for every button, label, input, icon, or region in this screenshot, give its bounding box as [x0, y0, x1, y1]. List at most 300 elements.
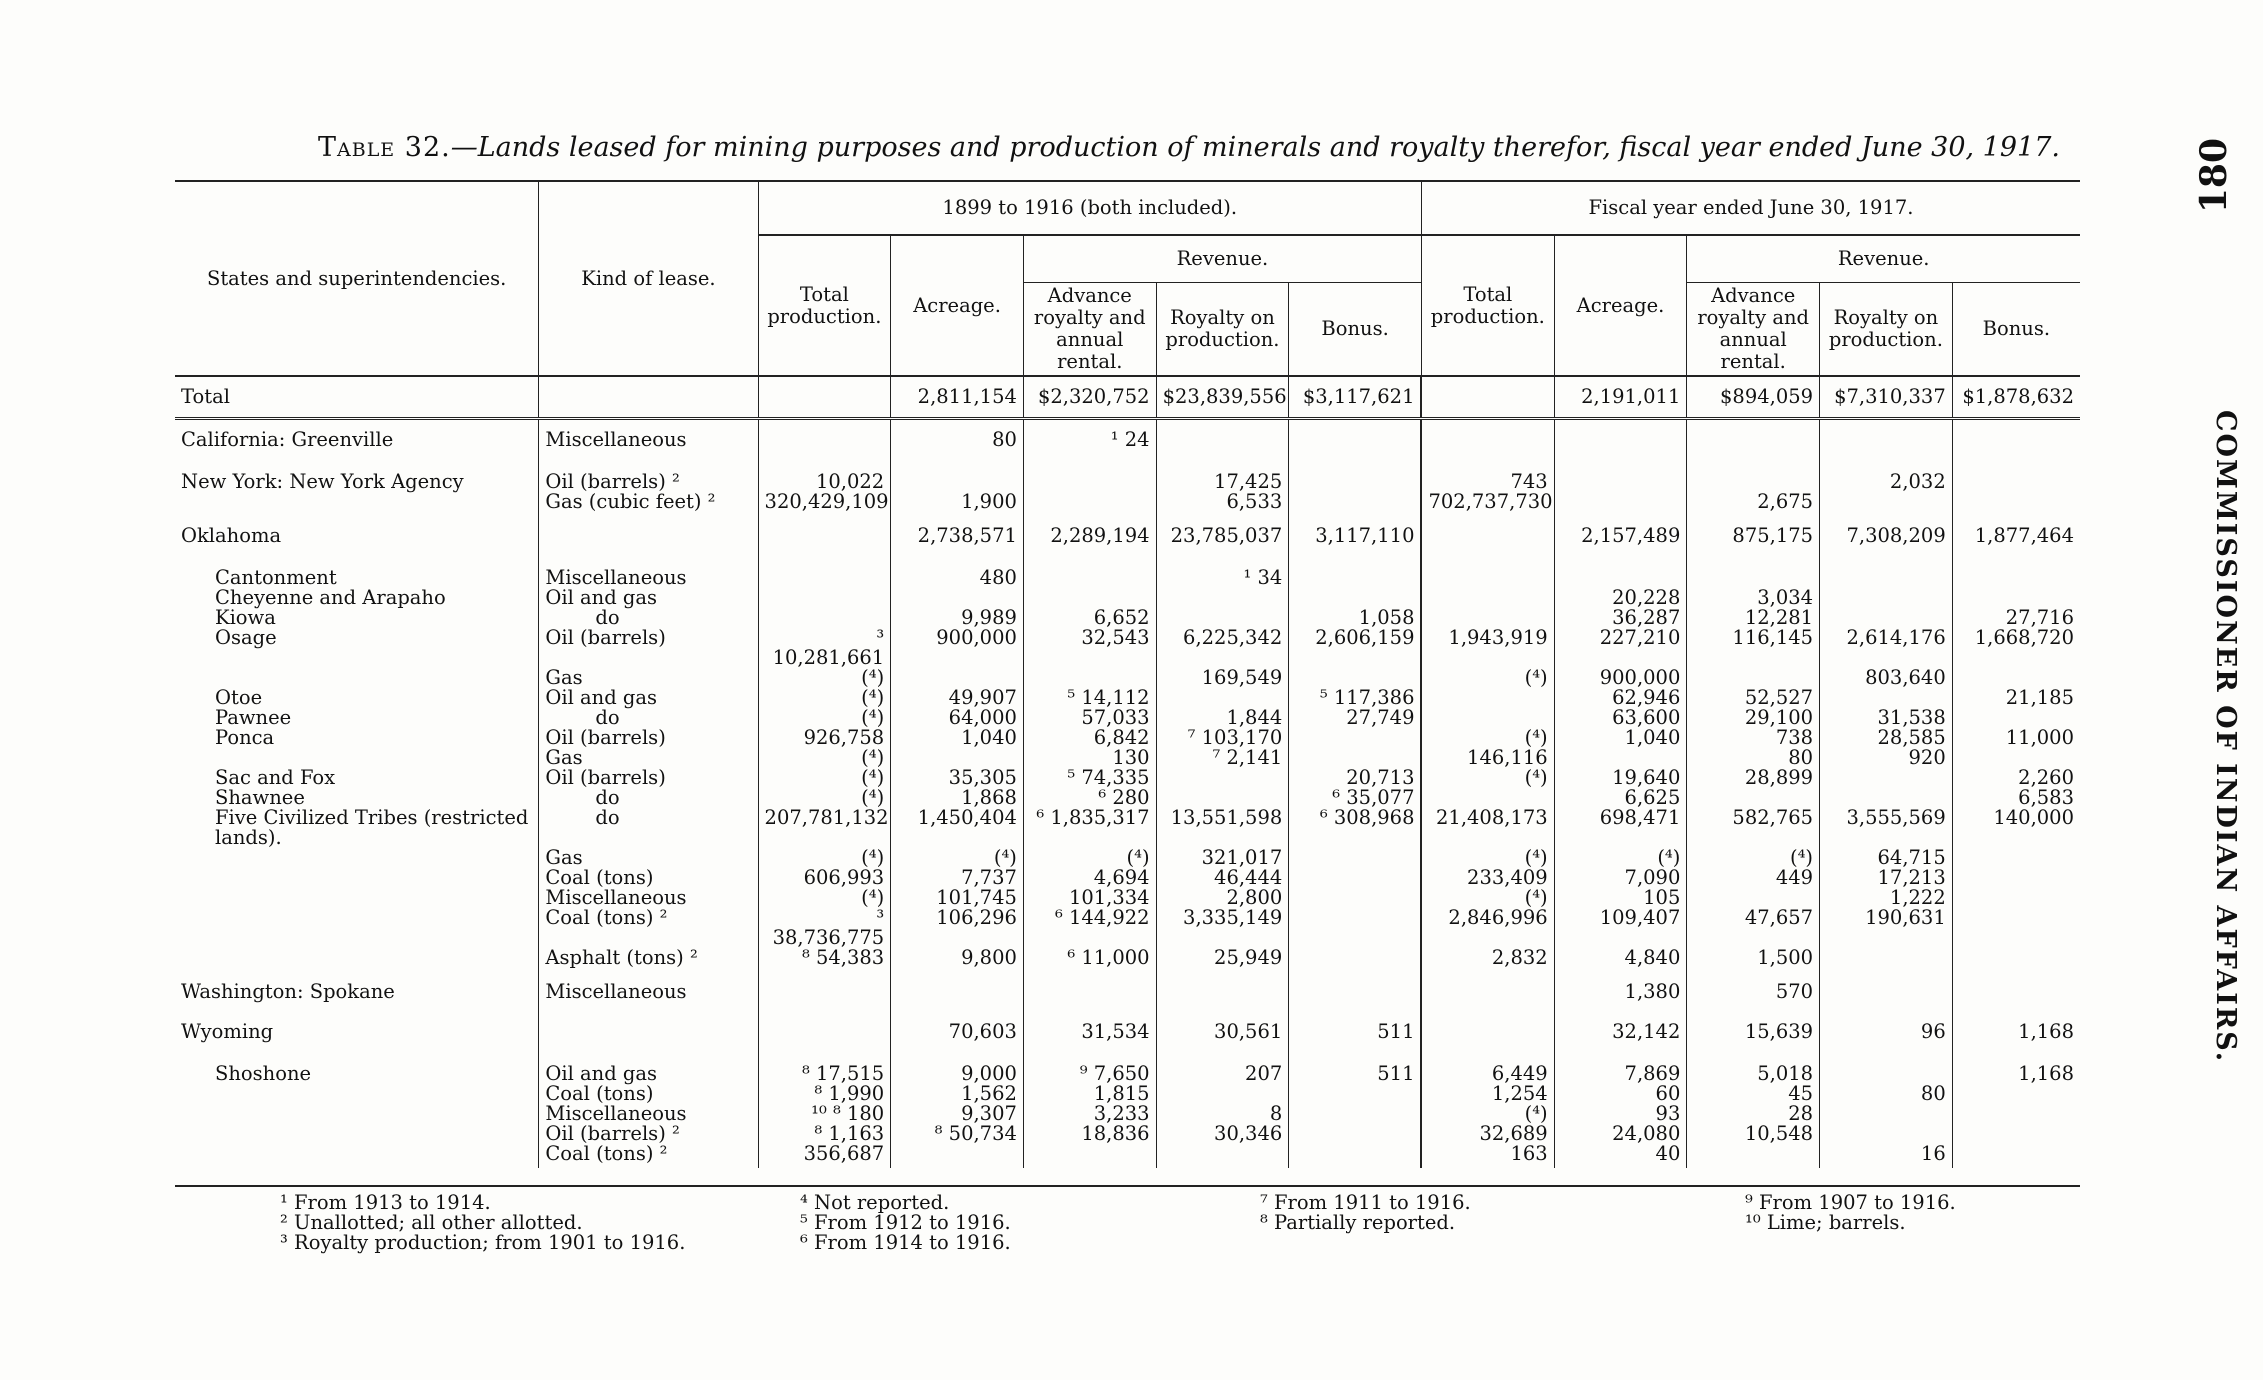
cell-col-5	[1289, 492, 1422, 516]
cell-col-3: ⁵ 14,112	[1023, 688, 1156, 708]
cell-col-6: 1,943,919	[1421, 628, 1554, 668]
cell-col-5	[1289, 948, 1422, 972]
cell-col-3: 2,289,194	[1023, 516, 1156, 556]
cell-col-9: 2,614,176	[1820, 628, 1953, 668]
cell-col-4: 6,533	[1156, 492, 1289, 516]
cell-col-5: $3,117,621	[1289, 376, 1422, 419]
cell-col-6	[1421, 1012, 1554, 1052]
footnote-2: ² Unallotted; all other allotted.	[280, 1211, 583, 1234]
cell-col-3: 101,334	[1023, 888, 1156, 908]
cell-col-8	[1687, 668, 1820, 688]
cell-col-8: 10,548	[1687, 1124, 1820, 1144]
cell-col-3: ⁶ 11,000	[1023, 948, 1156, 972]
row-kind: Miscellaneous	[539, 1104, 758, 1124]
table-row	[175, 728, 2080, 748]
cell-col-9: 64,715	[1820, 848, 1953, 868]
row-state: Five Civilized Tribes (restricted lands).	[215, 806, 529, 849]
cell-col-5	[1289, 419, 1422, 461]
row-state: Osage	[215, 626, 277, 649]
table-row	[175, 708, 2080, 728]
cell-col-7: 36,287	[1554, 608, 1687, 628]
cell-col-6: 1,254	[1421, 1084, 1554, 1104]
cell-col-2: 9,307	[891, 1104, 1024, 1124]
cell-col-2: 2,738,571	[891, 516, 1024, 556]
cell-col-6: (⁴)	[1421, 728, 1554, 748]
table-body	[175, 376, 2080, 1168]
cell-col-7: 698,471	[1554, 808, 1687, 848]
cell-col-10	[1952, 848, 2080, 868]
footnote-10: ¹⁰ Lime; barrels.	[1745, 1211, 1906, 1234]
row-kind: Coal (tons)	[539, 868, 758, 888]
cell-col-6	[1421, 516, 1554, 556]
cell-col-5	[1289, 460, 1422, 492]
cell-col-5: 511	[1289, 1012, 1422, 1052]
cell-col-2: 2,811,154	[891, 376, 1024, 419]
cell-col-4: 1,844	[1156, 708, 1289, 728]
cell-col-10	[1952, 972, 2080, 1012]
cell-col-8	[1687, 556, 1820, 588]
cell-col-1: (⁴)	[758, 788, 891, 808]
table-number: Table 32.	[318, 132, 451, 163]
row-state	[175, 1084, 539, 1104]
cell-col-2: 106,296	[891, 908, 1024, 948]
cell-col-8: 45	[1687, 1084, 1820, 1104]
row-kind: Oil (barrels) ²	[539, 460, 758, 492]
table-row	[175, 608, 2080, 628]
cell-col-9	[1820, 788, 1953, 808]
row-kind: Gas	[539, 668, 758, 688]
cell-col-1: (⁴)	[758, 688, 891, 708]
cell-col-8	[1687, 419, 1820, 461]
cell-col-6	[1421, 972, 1554, 1012]
cell-col-4	[1156, 1144, 1289, 1168]
table-row	[175, 688, 2080, 708]
table-row	[175, 492, 2080, 516]
cell-col-10	[1952, 748, 2080, 768]
cell-col-6: (⁴)	[1421, 888, 1554, 908]
cell-col-1: (⁴)	[758, 768, 891, 788]
cell-col-9: 28,585	[1820, 728, 1953, 748]
row-kind: do	[539, 808, 758, 848]
cell-col-9	[1820, 419, 1953, 461]
cell-col-4	[1156, 1084, 1289, 1104]
cell-col-7: 227,210	[1554, 628, 1687, 668]
cell-col-9	[1820, 588, 1953, 608]
cell-col-1: 926,758	[758, 728, 891, 748]
cell-col-5: ⁵ 117,386	[1289, 688, 1422, 708]
cell-col-6: 2,832	[1421, 948, 1554, 972]
cell-col-5: 27,749	[1289, 708, 1422, 728]
cell-col-3: ⁵ 74,335	[1023, 768, 1156, 788]
cell-col-9	[1820, 688, 1953, 708]
cell-col-10: 21,185	[1952, 688, 2080, 708]
table-row	[175, 1124, 2080, 1144]
cell-col-10	[1952, 708, 2080, 728]
cell-col-10: 1,168	[1952, 1012, 2080, 1052]
cell-col-3: ¹ 24	[1023, 419, 1156, 461]
cell-col-3: (⁴)	[1023, 848, 1156, 868]
cell-col-6: 2,846,996	[1421, 908, 1554, 948]
cell-col-2: 101,745	[891, 888, 1024, 908]
cell-col-6	[1421, 688, 1554, 708]
row-state: Sac and Fox	[215, 766, 336, 789]
cell-col-7: 6,625	[1554, 788, 1687, 808]
cell-col-1: 320,429,109	[758, 492, 891, 516]
cell-col-1	[758, 556, 891, 588]
cell-col-9: 31,538	[1820, 708, 1953, 728]
cell-col-3	[1023, 460, 1156, 492]
cell-col-1: 356,687	[758, 1144, 891, 1168]
cell-col-10: 27,716	[1952, 608, 2080, 628]
header-period-1917: Fiscal year ended June 30, 1917.	[1421, 181, 2080, 235]
cell-col-2: 7,737	[891, 868, 1024, 888]
cell-col-9: 16	[1820, 1144, 1953, 1168]
cell-col-7: 20,228	[1554, 588, 1687, 608]
cell-col-3: 32,543	[1023, 628, 1156, 668]
cell-col-8: 29,100	[1687, 708, 1820, 728]
cell-col-2: 9,000	[891, 1052, 1024, 1084]
cell-col-5	[1289, 1144, 1422, 1168]
cell-col-8: 52,527	[1687, 688, 1820, 708]
row-kind: Oil and gas	[539, 1052, 758, 1084]
cell-col-3: 31,534	[1023, 1012, 1156, 1052]
cell-col-4	[1156, 788, 1289, 808]
cell-col-2: 35,305	[891, 768, 1024, 788]
table-title	[318, 132, 2060, 163]
table-caption: —Lands leased for mining purposes and production of minerals and royalty therefor, fiscal year ended June 30, 1917.	[450, 132, 2060, 163]
cell-col-5	[1289, 728, 1422, 748]
cell-col-7: 105	[1554, 888, 1687, 908]
cell-col-8	[1687, 788, 1820, 808]
cell-col-4: ¹ 34	[1156, 556, 1289, 588]
cell-col-9: 2,032	[1820, 460, 1953, 492]
cell-col-7: 62,946	[1554, 688, 1687, 708]
row-kind: Asphalt (tons) ²	[539, 948, 758, 972]
footnote-9: ⁹ From 1907 to 1916.	[1745, 1191, 1956, 1214]
header-bonus-2: Bonus.	[1952, 283, 2080, 377]
cell-col-4: 321,017	[1156, 848, 1289, 868]
cell-col-8	[1687, 1144, 1820, 1168]
cell-col-5: 511	[1289, 1052, 1422, 1084]
cell-col-6: 233,409	[1421, 868, 1554, 888]
cell-col-2: 9,800	[891, 948, 1024, 972]
row-kind	[539, 1012, 758, 1052]
cell-col-7: 32,142	[1554, 1012, 1687, 1052]
row-kind: do	[539, 708, 758, 728]
row-kind: Gas	[539, 848, 758, 868]
cell-col-9	[1820, 972, 1953, 1012]
cell-col-10: 6,583	[1952, 788, 2080, 808]
cell-col-4: 169,549	[1156, 668, 1289, 688]
row-kind: Oil and gas	[539, 588, 758, 608]
cell-col-3: 57,033	[1023, 708, 1156, 728]
row-state	[175, 868, 539, 888]
cell-col-1: 606,993	[758, 868, 891, 888]
cell-col-8: 875,175	[1687, 516, 1820, 556]
cell-col-5	[1289, 1104, 1422, 1124]
cell-col-3: 18,836	[1023, 1124, 1156, 1144]
cell-col-8: $894,059	[1687, 376, 1820, 419]
cell-col-2	[891, 972, 1024, 1012]
row-kind: Coal (tons)	[539, 1084, 758, 1104]
cell-col-2: 9,989	[891, 608, 1024, 628]
cell-col-2: 64,000	[891, 708, 1024, 728]
cell-col-6: 163	[1421, 1144, 1554, 1168]
cell-col-10: 140,000	[1952, 808, 2080, 848]
table-row	[175, 556, 2080, 588]
header-revenue-2: Revenue.	[1687, 235, 2080, 283]
cell-col-4: 23,785,037	[1156, 516, 1289, 556]
cell-col-1: ⁸ 54,383	[758, 948, 891, 972]
running-head: COMMISSIONER OF INDIAN AFFAIRS.	[2210, 410, 2241, 1064]
cell-col-8: 80	[1687, 748, 1820, 768]
header-royalty-production-2: Royalty on production.	[1820, 283, 1953, 377]
footnote-3: ³ Royalty production; from 1901 to 1916.	[280, 1231, 686, 1254]
cell-col-7: 2,157,489	[1554, 516, 1687, 556]
cell-col-10: 1,168	[1952, 1052, 2080, 1084]
cell-col-8: 47,657	[1687, 908, 1820, 948]
cell-col-6	[1421, 708, 1554, 728]
cell-col-3: ⁶ 280	[1023, 788, 1156, 808]
row-kind: Coal (tons) ²	[539, 1144, 758, 1168]
footnote-8: ⁸ Partially reported.	[1260, 1211, 1456, 1234]
cell-col-8	[1687, 460, 1820, 492]
header-advance-royalty-1: Advance royalty and annual rental.	[1023, 283, 1156, 377]
table-row	[175, 908, 2080, 948]
footnote-7: ⁷ From 1911 to 1916.	[1260, 1191, 1471, 1214]
table-row	[175, 419, 2080, 461]
cell-col-5: 20,713	[1289, 768, 1422, 788]
cell-col-3	[1023, 668, 1156, 688]
cell-col-2: 70,603	[891, 1012, 1024, 1052]
cell-col-3: 4,694	[1023, 868, 1156, 888]
row-kind: Oil (barrels)	[539, 628, 758, 668]
cell-col-4	[1156, 419, 1289, 461]
cell-col-2: 49,907	[891, 688, 1024, 708]
cell-col-1: (⁴)	[758, 848, 891, 868]
table-row	[175, 628, 2080, 668]
cell-col-7: 4,840	[1554, 948, 1687, 972]
table-row	[175, 1104, 2080, 1124]
footnotes	[175, 1185, 2080, 1254]
cell-col-10	[1952, 588, 2080, 608]
cell-col-8: 12,281	[1687, 608, 1820, 628]
cell-col-10	[1952, 1124, 2080, 1144]
table-row	[175, 848, 2080, 868]
cell-col-10	[1952, 492, 2080, 516]
cell-col-9	[1820, 768, 1953, 788]
row-state	[175, 1104, 539, 1124]
cell-col-1	[758, 1012, 891, 1052]
cell-col-5	[1289, 848, 1422, 868]
cell-col-9	[1820, 1052, 1953, 1084]
cell-col-10	[1952, 888, 2080, 908]
cell-col-8: 738	[1687, 728, 1820, 748]
cell-col-7: 24,080	[1554, 1124, 1687, 1144]
row-kind: Oil (barrels)	[539, 728, 758, 748]
cell-col-4: 25,949	[1156, 948, 1289, 972]
cell-col-1: (⁴)	[758, 888, 891, 908]
row-state: Otoe	[215, 686, 263, 709]
table-row	[175, 1084, 2080, 1104]
cell-col-9: 17,213	[1820, 868, 1953, 888]
cell-col-8	[1687, 888, 1820, 908]
cell-col-1	[758, 516, 891, 556]
footnote-5: ⁵ From 1912 to 1916.	[800, 1211, 1011, 1234]
cell-col-7	[1554, 419, 1687, 461]
cell-col-9: 96	[1820, 1012, 1953, 1052]
cell-col-5	[1289, 908, 1422, 948]
row-state	[175, 908, 539, 948]
cell-col-4	[1156, 608, 1289, 628]
cell-col-6	[1421, 376, 1554, 419]
table-row	[175, 516, 2080, 556]
row-kind: Coal (tons) ²	[539, 908, 758, 948]
cell-col-6: 702,737,730	[1421, 492, 1554, 516]
cell-col-9	[1820, 608, 1953, 628]
cell-col-2: 1,868	[891, 788, 1024, 808]
row-state: Total	[175, 376, 539, 419]
table-row	[175, 376, 2080, 419]
cell-col-7: 1,380	[1554, 972, 1687, 1012]
row-kind: Gas (cubic feet) ²	[539, 492, 758, 516]
cell-col-5	[1289, 972, 1422, 1012]
cell-col-8: 15,639	[1687, 1012, 1820, 1052]
cell-col-7	[1554, 492, 1687, 516]
row-state: New York: New York Agency	[181, 470, 464, 493]
row-state	[175, 1144, 539, 1168]
row-state	[175, 888, 539, 908]
cell-col-3: ⁶ 144,922	[1023, 908, 1156, 948]
cell-col-10	[1952, 460, 2080, 492]
cell-col-10	[1952, 668, 2080, 688]
cell-col-6	[1421, 588, 1554, 608]
row-kind: Miscellaneous	[539, 419, 758, 461]
cell-col-8: 3,034	[1687, 588, 1820, 608]
cell-col-10: 1,877,464	[1952, 516, 2080, 556]
cell-col-2: 1,450,404	[891, 808, 1024, 848]
cell-col-7: 19,640	[1554, 768, 1687, 788]
cell-col-1	[758, 588, 891, 608]
table-row	[175, 888, 2080, 908]
cell-col-9: 803,640	[1820, 668, 1953, 688]
cell-col-6: (⁴)	[1421, 1104, 1554, 1124]
cell-col-4: 2,800	[1156, 888, 1289, 908]
row-state: Cheyenne and Arapaho	[215, 586, 446, 609]
row-state	[175, 948, 539, 972]
cell-col-4: 46,444	[1156, 868, 1289, 888]
row-state	[175, 1124, 539, 1144]
cell-col-7: 40	[1554, 1144, 1687, 1168]
row-state: Wyoming	[181, 1020, 274, 1043]
cell-col-8: 5,018	[1687, 1052, 1820, 1084]
cell-col-3	[1023, 972, 1156, 1012]
cell-col-9	[1820, 948, 1953, 972]
cell-col-9	[1820, 1124, 1953, 1144]
cell-col-10	[1952, 556, 2080, 588]
cell-col-2: 900,000	[891, 628, 1024, 668]
cell-col-2: 1,040	[891, 728, 1024, 748]
cell-col-9: $7,310,337	[1820, 376, 1953, 419]
cell-col-7	[1554, 460, 1687, 492]
row-state: Ponca	[215, 726, 275, 749]
row-state: California: Greenville	[181, 428, 394, 451]
cell-col-8: (⁴)	[1687, 848, 1820, 868]
cell-col-1	[758, 608, 891, 628]
cell-col-8: 116,145	[1687, 628, 1820, 668]
cell-col-9: 190,631	[1820, 908, 1953, 948]
cell-col-6	[1421, 556, 1554, 588]
cell-col-5	[1289, 588, 1422, 608]
cell-col-8: 582,765	[1687, 808, 1820, 848]
cell-col-7: 2,191,011	[1554, 376, 1687, 419]
row-kind: Miscellaneous	[539, 556, 758, 588]
cell-col-5	[1289, 1124, 1422, 1144]
cell-col-3	[1023, 492, 1156, 516]
cell-col-5	[1289, 888, 1422, 908]
cell-col-1	[758, 972, 891, 1012]
cell-col-3: 1,815	[1023, 1084, 1156, 1104]
row-kind: Oil and gas	[539, 688, 758, 708]
row-kind: Oil (barrels) ²	[539, 1124, 758, 1144]
header-bonus-1: Bonus.	[1289, 283, 1422, 377]
cell-col-1: ⁸ 1,990	[758, 1084, 891, 1104]
cell-col-10	[1952, 1144, 2080, 1168]
row-kind	[539, 516, 758, 556]
cell-col-4: ⁷ 2,141	[1156, 748, 1289, 768]
cell-col-7: 93	[1554, 1104, 1687, 1124]
table-row	[175, 1052, 2080, 1084]
cell-col-4	[1156, 588, 1289, 608]
cell-col-2: ⁸ 50,734	[891, 1124, 1024, 1144]
table-row	[175, 1012, 2080, 1052]
cell-col-4: 207	[1156, 1052, 1289, 1084]
cell-col-2: (⁴)	[891, 848, 1024, 868]
table-row	[175, 768, 2080, 788]
cell-col-4: 30,346	[1156, 1124, 1289, 1144]
cell-col-6: (⁴)	[1421, 668, 1554, 688]
row-state: Washington: Spokane	[181, 980, 395, 1003]
row-state: Shawnee	[215, 786, 305, 809]
cell-col-2	[891, 1144, 1024, 1168]
cell-col-6	[1421, 419, 1554, 461]
cell-col-5: 1,058	[1289, 608, 1422, 628]
cell-col-9	[1820, 492, 1953, 516]
cell-col-8: 2,675	[1687, 492, 1820, 516]
cell-col-4	[1156, 972, 1289, 1012]
cell-col-9	[1820, 556, 1953, 588]
row-state	[175, 748, 539, 768]
cell-col-4	[1156, 768, 1289, 788]
row-kind: do	[539, 788, 758, 808]
cell-col-10: 1,668,720	[1952, 628, 2080, 668]
header-total-production-2: Total production.	[1421, 235, 1554, 376]
cell-col-4: 8	[1156, 1104, 1289, 1124]
cell-col-3: ⁶ 1,835,317	[1023, 808, 1156, 848]
row-state	[175, 668, 539, 688]
cell-col-4: 13,551,598	[1156, 808, 1289, 848]
cell-col-7: 109,407	[1554, 908, 1687, 948]
table-row	[175, 868, 2080, 888]
footnote-6: ⁶ From 1914 to 1916.	[800, 1231, 1011, 1254]
cell-col-3: 130	[1023, 748, 1156, 768]
row-state: Pawnee	[215, 706, 292, 729]
row-state: Oklahoma	[181, 524, 282, 547]
cell-col-5	[1289, 868, 1422, 888]
cell-col-8: 570	[1687, 972, 1820, 1012]
cell-col-1	[758, 419, 891, 461]
cell-col-3: 3,233	[1023, 1104, 1156, 1124]
